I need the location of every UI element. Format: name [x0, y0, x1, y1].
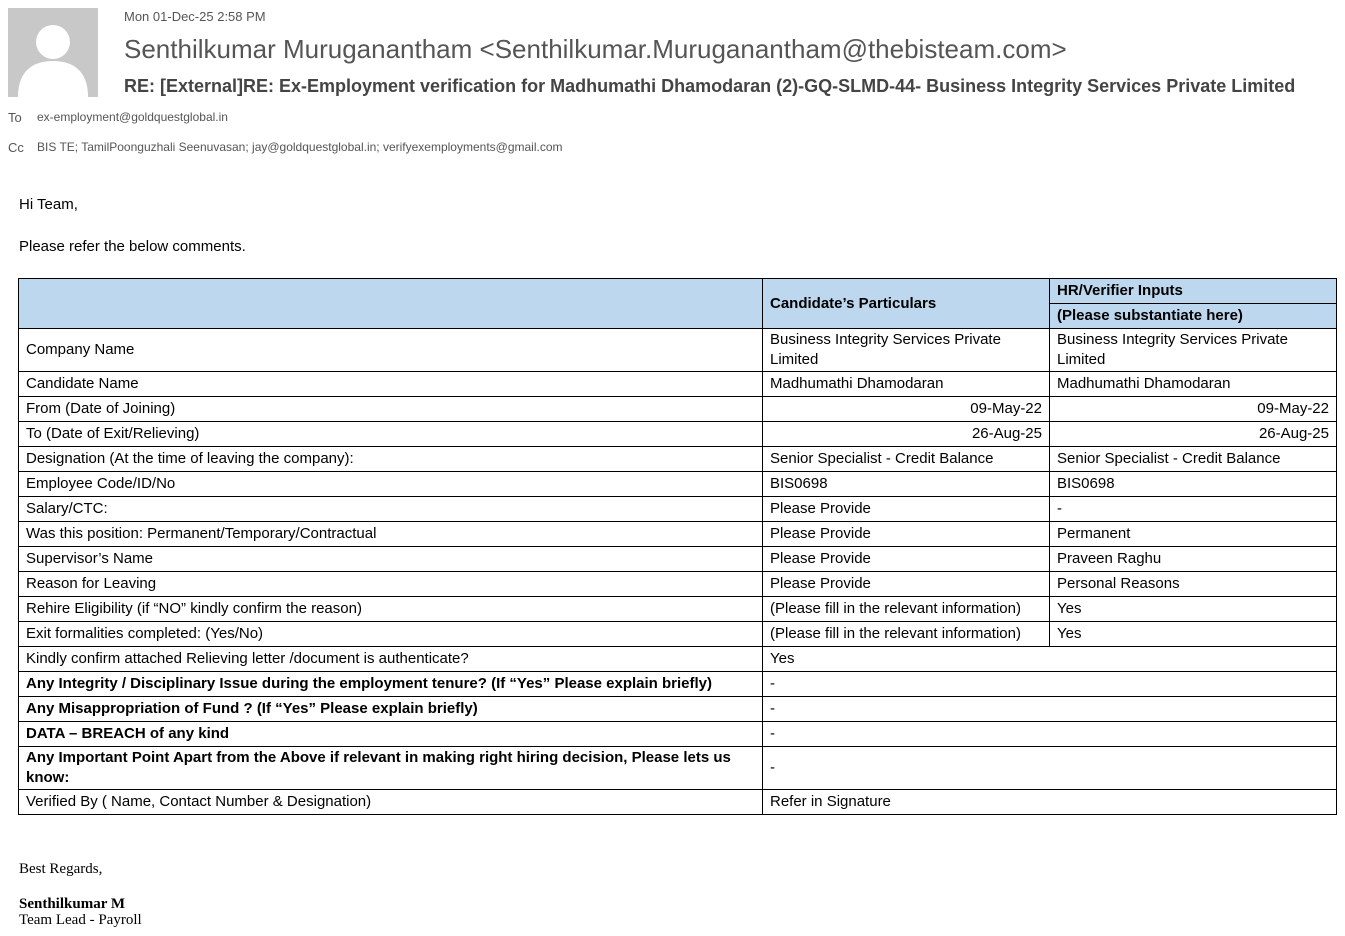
- row-label: Company Name: [19, 329, 763, 372]
- hr-value: -: [1050, 497, 1337, 522]
- row-label: DATA – BREACH of any kind: [19, 722, 763, 747]
- row-label: Any Integrity / Disciplinary Issue during the employment tenure? (If “Yes” Please explain briefly): [19, 672, 763, 697]
- candidate-value: Senior Specialist - Credit Balance: [763, 447, 1050, 472]
- row-label: Verified By ( Name, Contact Number & Designation): [19, 790, 763, 815]
- candidate-value: Please Provide: [763, 572, 1050, 597]
- candidate-value: Please Provide: [763, 547, 1050, 572]
- email-subject: RE: [External]RE: Ex-Employment verification for Madhumathi Dhamodaran (2)-GQ-SLMD-44- Business Integrity Services Private Limited: [124, 76, 1296, 96]
- table-row: [19, 697, 1337, 722]
- row-label: To (Date of Exit/Relieving): [19, 422, 763, 447]
- to-label: To: [8, 110, 22, 125]
- merged-value: -: [763, 697, 1337, 722]
- signature-closing: Best Regards,: [19, 861, 103, 877]
- candidate-value: Madhumathi Dhamodaran: [763, 372, 1050, 397]
- table-row: [19, 547, 1337, 572]
- hr-value: Senior Specialist - Credit Balance: [1050, 447, 1337, 472]
- to-recipients[interactable]: ex-employment@goldquestglobal.in: [37, 110, 228, 124]
- merged-value: Yes: [763, 647, 1337, 672]
- row-label: Rehire Eligibility (if “NO” kindly confirm the reason): [19, 597, 763, 622]
- candidate-value: 09-May-22: [763, 397, 1050, 422]
- sender-avatar: [8, 8, 98, 97]
- table-row: [19, 497, 1337, 522]
- table-row: [19, 672, 1337, 697]
- row-label: Any Important Point Apart from the Above if relevant in making right hiring decision, Please lets us know:: [19, 747, 763, 790]
- table-row: [19, 647, 1337, 672]
- table-row: [19, 447, 1337, 472]
- table-row: [19, 747, 1337, 790]
- intro-text: Please refer the below comments.: [19, 238, 246, 255]
- hr-value: Yes: [1050, 597, 1337, 622]
- hr-value: Personal Reasons: [1050, 572, 1337, 597]
- row-label: Was this position: Permanent/Temporary/Contractual: [19, 522, 763, 547]
- table-row: [19, 372, 1337, 397]
- hr-value: Yes: [1050, 622, 1337, 647]
- signature-title: Team Lead - Payroll: [19, 912, 142, 928]
- candidate-value: Business Integrity Services Private Limited: [763, 329, 1050, 372]
- merged-value: -: [763, 747, 1337, 790]
- row-label: Candidate Name: [19, 372, 763, 397]
- sender-name[interactable]: Senthilkumar Muruganantham <Senthilkumar.Muruganantham@thebisteam.com>: [124, 34, 1067, 64]
- hr-value: Madhumathi Dhamodaran: [1050, 372, 1337, 397]
- hr-value: 26-Aug-25: [1050, 422, 1337, 447]
- person-placeholder-icon: [8, 8, 98, 97]
- signature-name: Senthilkumar M: [19, 896, 125, 912]
- candidate-value: Please Provide: [763, 497, 1050, 522]
- table-row: [19, 790, 1337, 815]
- verification-table: [18, 278, 1337, 815]
- header-substantiate: (Please substantiate here): [1050, 304, 1337, 329]
- candidate-value: (Please fill in the relevant information): [763, 622, 1050, 647]
- header-candidate: Candidate’s Particulars: [763, 279, 1050, 329]
- table-row: [19, 522, 1337, 547]
- candidate-value: 26-Aug-25: [763, 422, 1050, 447]
- table-row: [19, 472, 1337, 497]
- row-label: Any Misappropriation of Fund ? (If “Yes” Please explain briefly): [19, 697, 763, 722]
- row-label: Salary/CTC:: [19, 497, 763, 522]
- hr-value: Permanent: [1050, 522, 1337, 547]
- merged-value: -: [763, 722, 1337, 747]
- merged-value: Refer in Signature: [763, 790, 1337, 815]
- table-row: [19, 329, 1337, 372]
- candidate-value: Please Provide: [763, 522, 1050, 547]
- row-label: Reason for Leaving: [19, 572, 763, 597]
- table-row: [19, 397, 1337, 422]
- hr-value: Praveen Raghu: [1050, 547, 1337, 572]
- hr-value: 09-May-22: [1050, 397, 1337, 422]
- greeting: Hi Team,: [19, 196, 78, 213]
- cc-recipients[interactable]: BIS TE; TamilPoonguzhali Seenuvasan; jay@goldquestglobal.in; verifyexemployments@gmail.com: [37, 140, 563, 154]
- table-row: [19, 722, 1337, 747]
- candidate-value: BIS0698: [763, 472, 1050, 497]
- row-label: Kindly confirm attached Relieving letter /document is authenticate?: [19, 647, 763, 672]
- row-label: Supervisor’s Name: [19, 547, 763, 572]
- hr-value: BIS0698: [1050, 472, 1337, 497]
- row-label: Exit formalities completed: (Yes/No): [19, 622, 763, 647]
- row-label: Employee Code/ID/No: [19, 472, 763, 497]
- candidate-value: (Please fill in the relevant information): [763, 597, 1050, 622]
- table-row: [19, 597, 1337, 622]
- hr-value: Business Integrity Services Private Limited: [1050, 329, 1337, 372]
- row-label: From (Date of Joining): [19, 397, 763, 422]
- header-blank-cell: [19, 279, 763, 329]
- merged-value: -: [763, 672, 1337, 697]
- table-row: [19, 572, 1337, 597]
- row-label: Designation (At the time of leaving the company):: [19, 447, 763, 472]
- cc-label: Cc: [8, 140, 24, 155]
- header-hr-verifier: HR/Verifier Inputs: [1050, 279, 1337, 304]
- table-row: [19, 422, 1337, 447]
- table-row: [19, 622, 1337, 647]
- email-datetime: Mon 01-Dec-25 2:58 PM: [124, 9, 266, 24]
